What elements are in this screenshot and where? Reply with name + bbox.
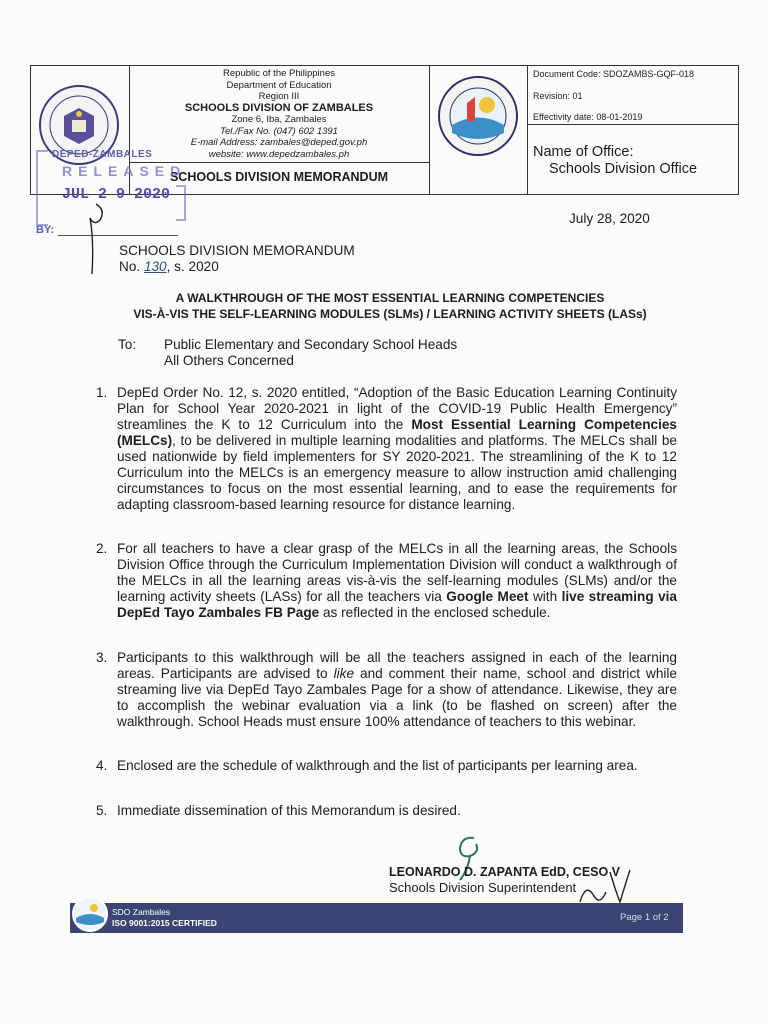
p1-text-c: , to be delivered in multiple learning modalities and platforms. The MELCs shall be used nationwide by field implementers for SY 2020-2021. The streamlining of the K to 12 Curriculum into the MELCs is an emergency measure to allow instruction amid challenging circumstances to focus on the most essential learning, and to ease the requirements for adapting classroom-based learning resource for distance learning. <box>117 433 677 512</box>
footer-cert: ISO 9001:2015 CERTIFIED <box>112 918 217 928</box>
paragraph-3 <box>117 650 677 730</box>
p2-text-e: as reflected in the enclosed schedule. <box>319 605 551 620</box>
header-republic: Republic of the Philippines <box>223 68 335 79</box>
p3-text-a: Participants to this walkthrough will be all the teachers assigned in each of the learning areas. Participants are advised to <box>117 650 677 681</box>
subject-line-1: A WALKTHROUGH OF THE MOST ESSENTIAL LEARNING COMPETENCIES <box>175 291 605 305</box>
footer-org: SDO Zambales <box>112 907 171 917</box>
recipient-1: Public Elementary and Secondary School Heads <box>164 337 458 352</box>
signatory-title: Schools Division Superintendent <box>389 880 577 895</box>
recipient-2: All Others Concerned <box>164 353 294 368</box>
footer-logo <box>70 894 110 934</box>
header-website: website: www.depedzambales.ph <box>208 148 350 160</box>
p2-number: 2. <box>96 541 108 556</box>
stamp-bracket-right <box>176 185 186 221</box>
memo-number-suffix: , s. 2020 <box>166 259 219 274</box>
stamp-deped: DEPED-ZAMBALES <box>52 149 153 160</box>
p2-text-c: with <box>528 589 562 604</box>
stamp-by: BY: <box>36 224 55 236</box>
effectivity-date: Effectivity date: 08-01-2019 <box>533 112 643 122</box>
stamp-by-line <box>58 235 178 236</box>
p2-live-streaming: live streaming via DepEd Tayo Zambales FB Page <box>117 589 677 620</box>
p1-melc-bold: Most Essential Learning Competencies (MELCs) <box>117 417 677 448</box>
p1-number: 1. <box>96 385 108 400</box>
subject-line-2: VIS-À-VIS THE SELF-LEARNING MODULES (SLMs) / LEARNING ACTIVITY SHEETS (LASs) <box>133 307 647 321</box>
p3-number: 3. <box>96 650 108 665</box>
memo-label: SCHOOLS DIVISION MEMORANDUM <box>119 243 355 258</box>
document-code: Document Code: SDOZAMBS-GQF-018 <box>533 69 695 79</box>
revision: Revision: 01 <box>533 91 583 101</box>
paragraph-5: Immediate dissemination of this Memorandum is desired. <box>117 803 461 818</box>
p4-number: 4. <box>96 758 108 773</box>
header-address: Zone 6, Iba, Zambales <box>231 114 327 125</box>
signatory-name: LEONARDO D. ZAPANTA EdD, CESO V <box>389 865 621 879</box>
stamp-date: JUL 2 9 2020 <box>62 186 171 203</box>
division-logo <box>437 75 519 157</box>
header-phone: Tel./Fax No. (047) 602 1391 <box>220 125 338 137</box>
memo-number-prefix: No. <box>119 259 141 274</box>
header-region: Region III <box>258 91 300 102</box>
to-label: To: <box>118 337 137 352</box>
office-label: Name of Office: <box>533 144 634 160</box>
paragraph-4: Enclosed are the schedule of walkthrough and the list of participants per learning area. <box>117 758 638 773</box>
page-indicator: Page 1 of 2 <box>620 912 669 923</box>
p2-google-meet: Google Meet <box>446 589 529 604</box>
paragraph-1 <box>117 385 677 513</box>
office-name: Schools Division Office <box>549 161 698 177</box>
p5-number: 5. <box>96 803 108 818</box>
memo-number-value: 130 <box>143 259 167 274</box>
header-center <box>130 68 428 160</box>
memo-date: July 28, 2020 <box>569 211 650 226</box>
p2-text-a: For all teachers to have a clear grasp of the MELCs in all the learning areas, the Schools Division Office through the Curriculum Implementation Division will conduct a walkthrough of the MELCs in all the learning areas vis-à-vis the self-learning modules (SLMs) and/or the learning activity sheets (LASs) for all the teachers via <box>117 541 677 604</box>
stamp-bracket-left <box>36 150 48 226</box>
header-department: Department of Education <box>226 79 332 91</box>
p1-text-a: DepEd Order No. 12, s. 2020 entitled, “Adoption of the Basic Education Learning Continuity Plan for School Year 2020-2021 in light of the COVID-19 Public Health Emergency” streamlines the K to 12 Curriculum into the <box>117 385 677 432</box>
header-division: SCHOOLS DIVISION OF ZAMBALES <box>184 101 374 114</box>
p3-like-italic: like <box>333 666 355 681</box>
p3-text-c: and comment their name, school and district while streaming live via DepEd Tayo Zambales Page for a show of attendance. Likewise, they are to accomplish the webinar evaluation via a link (to be flashed on screen) after the walkthrough. School Heads must ensure 100% attendance of teachers to this webinar. <box>117 666 677 729</box>
header-email: E-mail Address: zambales@deped.gov.ph <box>190 137 368 148</box>
memo-header-title: SCHOOLS DIVISION MEMORANDUM <box>169 170 389 184</box>
stamp-initial-signature <box>80 200 110 280</box>
memo-subject <box>60 290 720 322</box>
stamp-released: RELEASED <box>62 163 187 179</box>
recipients <box>164 337 457 369</box>
paragraph-2 <box>117 541 677 621</box>
memo-number <box>119 259 219 274</box>
